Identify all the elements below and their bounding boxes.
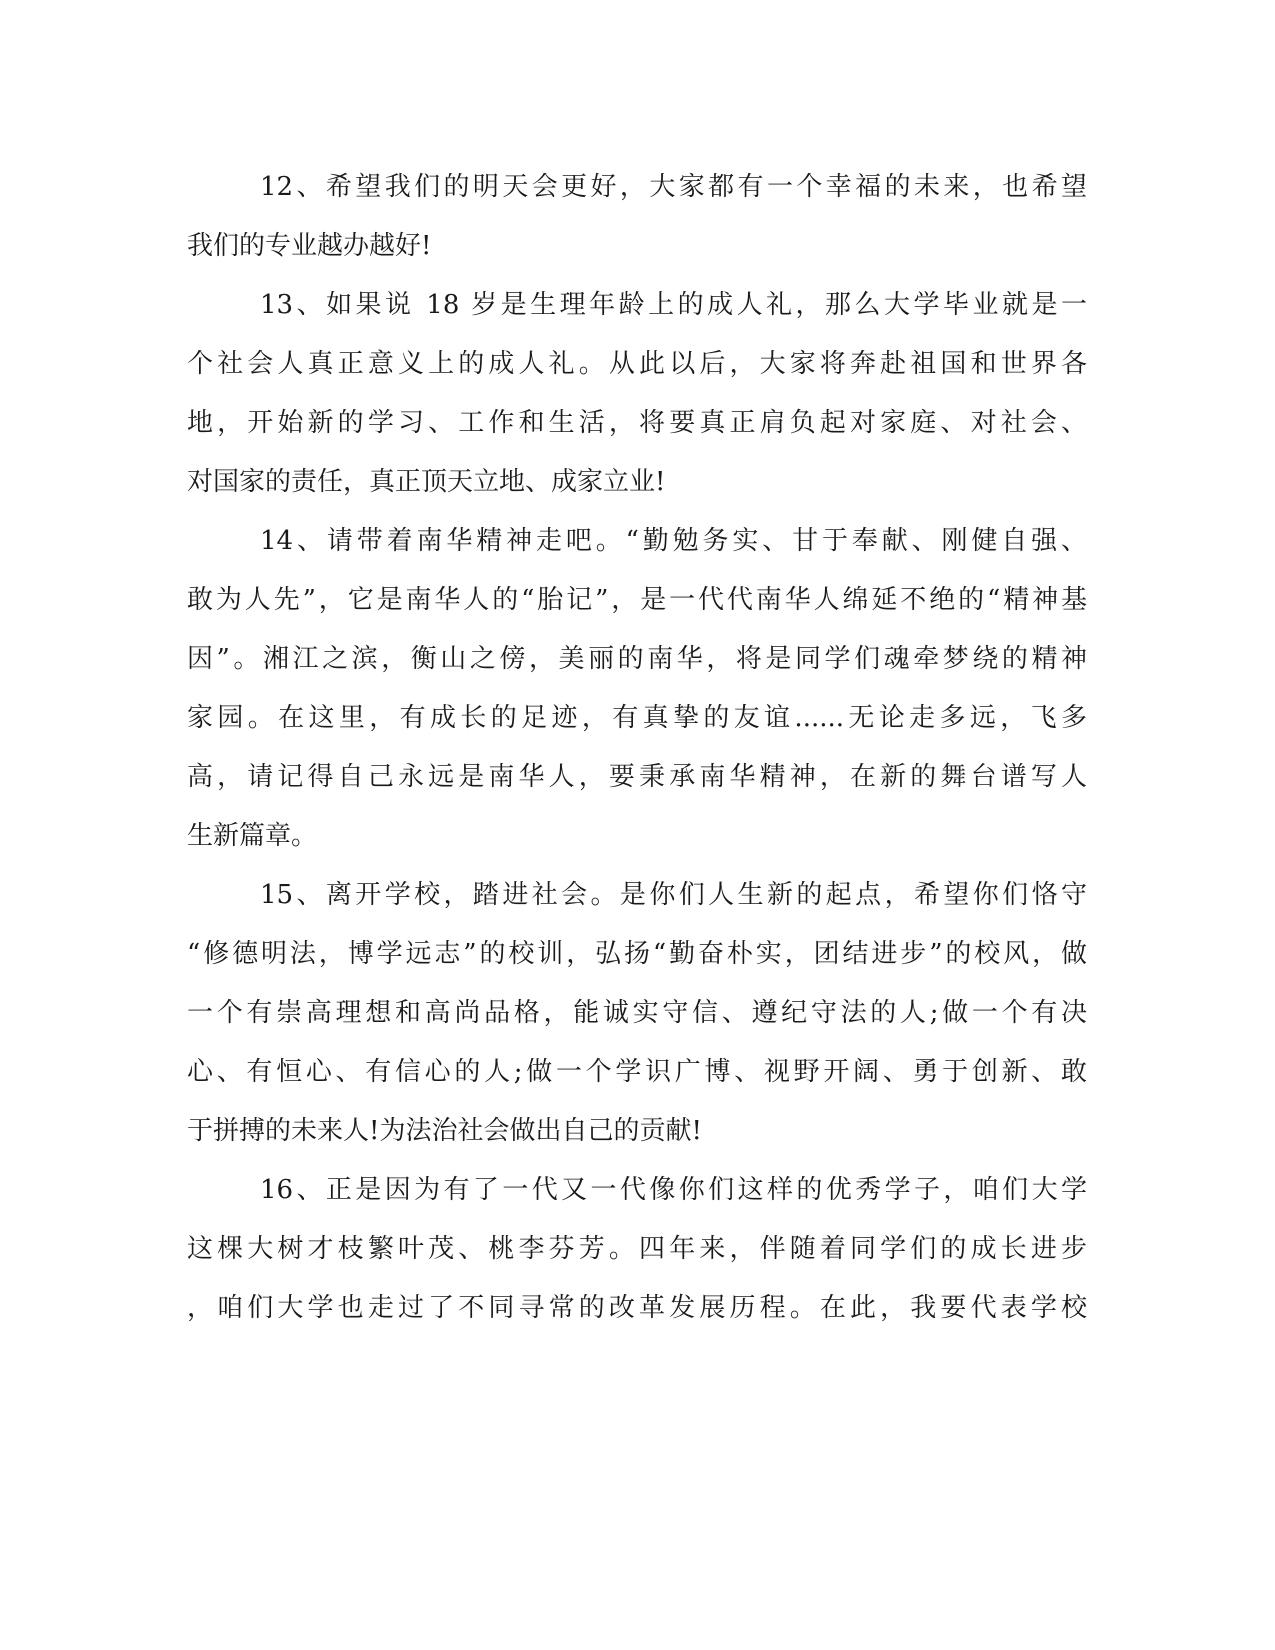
paragraph-line: 15、离开学校，踏进社会。是你们人生新的起点，希望你们恪守 <box>260 880 1087 910</box>
paragraph-12 <box>187 158 1087 276</box>
document-body <box>187 158 1087 1338</box>
paragraph-line: 家园。在这里，有成长的足迹，有真挚的友谊......无论走多远，飞多 <box>187 703 1087 733</box>
paragraph-line: 16、正是因为有了一代又一代像你们这样的优秀学子，咱们大学 <box>260 1175 1087 1205</box>
paragraph-line: 心、有恒心、有信心的人;做一个学识广博、视野开阔、勇于创新、敢 <box>187 1057 1087 1087</box>
paragraph-13 <box>187 276 1087 512</box>
paragraph-14 <box>187 512 1087 866</box>
paragraph-line: 地，开始新的学习、工作和生活，将要真正肩负起对家庭、对社会、 <box>187 408 1087 438</box>
paragraph-line: ，咱们大学也走过了不同寻常的改革发展历程。在此，我要代表学校 <box>187 1293 1087 1323</box>
paragraph-line: 于拼搏的未来人!为法治社会做出自己的贡献! <box>187 1116 702 1146</box>
paragraph-line: 13、如果说 18 岁是生理年龄上的成人礼，那么大学毕业就是一 <box>260 290 1087 320</box>
paragraph-line: 14、请带着南华精神走吧。“勤勉务实、甘于奉献、刚健自强、 <box>260 526 1087 556</box>
paragraph-line: 12、希望我们的明天会更好，大家都有一个幸福的未来，也希望 <box>260 172 1087 202</box>
paragraph-line: 对国家的责任，真正顶天立地、成家立业! <box>187 467 666 497</box>
paragraph-16 <box>187 1161 1087 1338</box>
paragraph-line: 我们的专业越办越好! <box>187 231 432 261</box>
paragraph-15 <box>187 866 1087 1161</box>
paragraph-line: 这棵大树才枝繁叶茂、桃李芬芳。四年来，伴随着同学们的成长进步 <box>187 1234 1087 1264</box>
paragraph-line: 敢为人先”，它是南华人的“胎记”，是一代代南华人绵延不绝的“精神基 <box>187 585 1087 615</box>
paragraph-line: “修德明法，博学远志”的校训，弘扬“勤奋朴实，团结进步”的校风，做 <box>187 939 1087 969</box>
paragraph-line: 一个有崇高理想和高尚品格，能诚实守信、遵纪守法的人;做一个有决 <box>187 998 1087 1028</box>
paragraph-line: 个社会人真正意义上的成人礼。从此以后，大家将奔赴祖国和世界各 <box>187 349 1087 379</box>
paragraph-line: 生新篇章。 <box>187 821 318 851</box>
paragraph-line: 因”。湘江之滨，衡山之傍，美丽的南华，将是同学们魂牵梦绕的精神 <box>187 644 1087 674</box>
paragraph-line: 高，请记得自己永远是南华人，要秉承南华精神，在新的舞台谱写人 <box>187 762 1087 792</box>
